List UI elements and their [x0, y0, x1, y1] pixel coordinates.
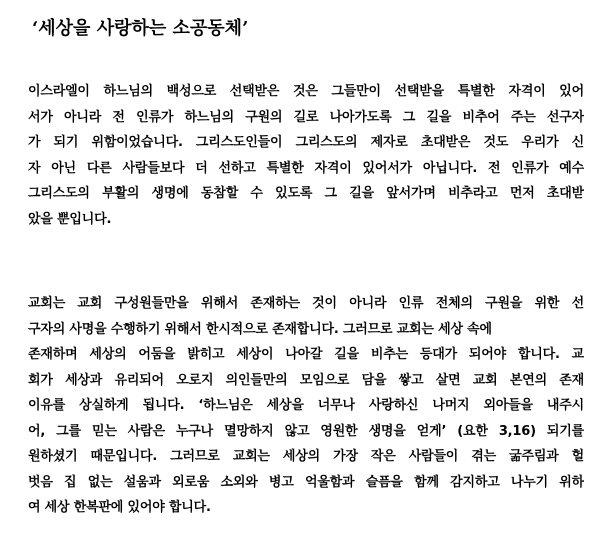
paragraph-2 [28, 291, 584, 521]
paragraph-line: 았을 뿐입니다. [28, 211, 112, 227]
paragraph-line: 이스라엘이 하느님의 백성으로 선택받은 것은 그들만이 선택받을 특별한 자격이 있어 [28, 84, 584, 99]
paragraph-line: 구자의 사명을 수행하기 위해서 한시적으로 존재합니다. 그러므로 교회는 세상 속에 [28, 321, 492, 337]
paragraph-line: 원하셨기 때문입니다. 그러므로 교회는 세상의 가장 작은 사람들이 겪는 굶주림과 헐 [28, 449, 584, 464]
paragraph-line: 존재하며 세상의 어둠을 밝히고 세상이 나아갈 길을 비추는 등대가 되어야 합니다. 교 [28, 347, 584, 362]
document-title: ‘세상을 사랑하는 소공동체’ [32, 18, 249, 39]
paragraph-1 [28, 79, 584, 232]
paragraph-line: 가 되기 위함이었습니다. 그리스도인들이 그리스도의 제자로 초대받은 것도 우리가 신 [28, 135, 584, 150]
paragraph-line: 자 아닌 다른 사람들보다 더 선하고 특별한 자격이 있어서가 아닙니다. 전 인류가 예수 [28, 160, 584, 176]
paragraph-line: 어, 그를 믿는 사람은 누구나 멸망하지 않고 영원한 생명을 얻게’ (요한 3,16) 되기를 [28, 423, 584, 439]
paragraph-line: 교회는 교회 구성원들만을 위해서 존재하는 것이 아니라 인류 전체의 구원을 위한 선 [28, 296, 584, 311]
paragraph-line: 이유를 상실하게 됩니다. ‘하느님은 세상을 너무나 사랑하신 나머지 외아들을 내주시 [28, 398, 584, 413]
paragraph-line: 벗음 집 없는 설움과 외로움 소외와 병고 억울함과 슬픔을 함께 감지하고 나누기 위하 [28, 474, 584, 490]
paragraph-line: 서가 아니라 전 인류가 하느님의 구원의 길로 나아가도록 그 길을 비추어 주는 선구자 [28, 109, 584, 125]
paragraph-line: 그리스도의 부활의 생명에 동참할 수 있도록 그 길을 앞서가며 비추라고 먼저 초대받 [28, 186, 584, 201]
paragraph-line: 회가 세상과 유리되어 오로지 의인들만의 모임으로 담을 쌓고 살면 교회 본연의 존재 [28, 372, 584, 388]
paragraph-line: 여 세상 한복판에 있어야 합니다. [28, 500, 211, 515]
